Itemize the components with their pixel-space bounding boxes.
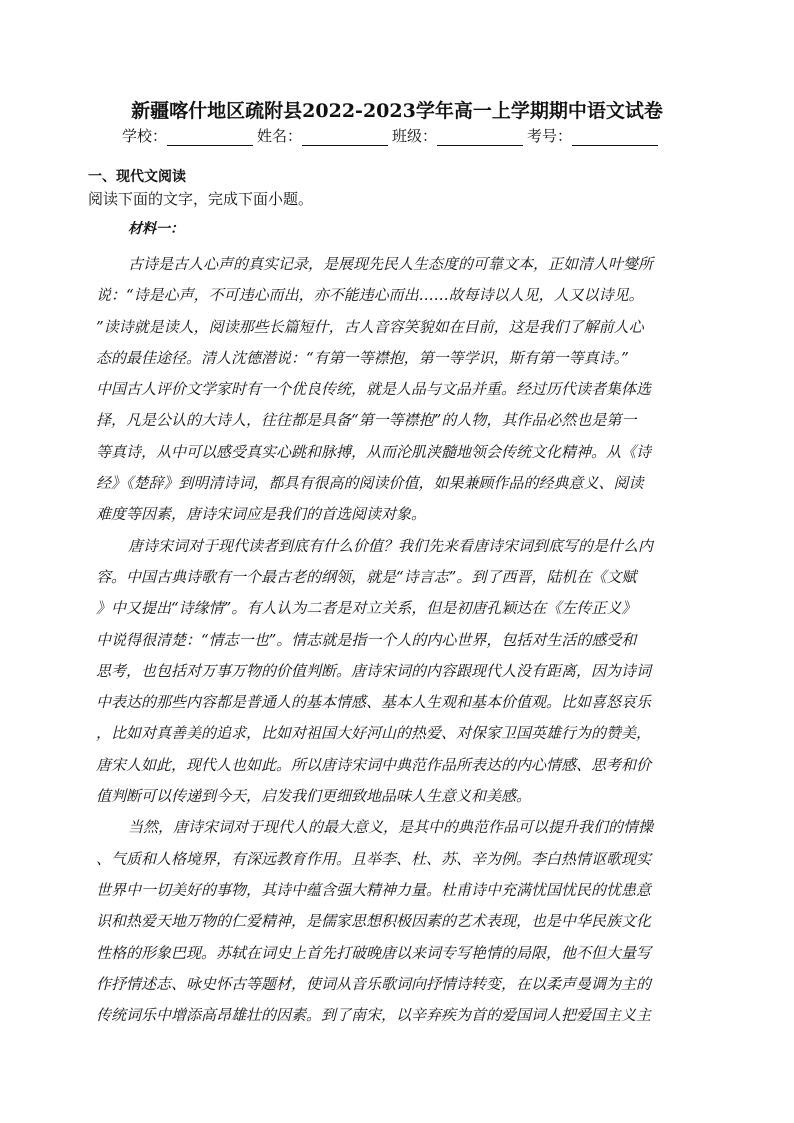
text-line: 》中又提出“诗缘情”。有人认为二者是对立关系，但是初唐孔颖达在《左传正义》 [96, 599, 637, 618]
name-label: 姓名： [257, 127, 303, 145]
text-line: 古诗是古人心声的真实记录，是展现先民人生态度的可靠文本，正如清人叶燮所 [128, 255, 654, 273]
text-line: 、气质和人格境界，有深远教育作用。且举李、杜、苏、辛为例。李白热情讴歌现实 [96, 849, 652, 868]
text-line: 思考，也包括对万事万物的价值判断。唐诗宋词的内容跟现代人没有距离，因为诗词 [96, 661, 652, 680]
text-line: 世界中一切美好的事物，其诗中蕴含强大精神力量。杜甫诗中充满忧国忧民的忧患意 [96, 880, 652, 899]
text-line: 中国古人评价文学家时有一个优良传统，就是人品与文品并重。经过历代读者集体选 [96, 380, 652, 399]
text-line: 容。中国古典诗歌有一个最古老的纲领，就是“诗言志”。到了西晋，陆机在《文赋 [96, 567, 637, 586]
text-line: 传统词乐中增添高昂雄壮的因素。到了南宋，以辛弃疾为首的爱国词人把爱国主义主 [96, 1006, 652, 1025]
text-line: 态的最佳途径。清人沈德潜说：“有第一等襟抱，第一等学识，斯有第一等真诗。” [96, 348, 629, 367]
text-line: 等真诗，从中可以感受真实心跳和脉搏，从而沦肌浃髓地领会传统文化精神。从《诗 [96, 442, 652, 461]
name-blank [302, 128, 388, 146]
class-blank [437, 128, 523, 146]
text-line: ”读诗就是读人，阅读那些长篇短什，古人音容笑貌如在目前，这是我们了解前人心 [96, 317, 644, 336]
section-heading: 一、现代文阅读 [88, 169, 186, 185]
class-field [392, 125, 527, 146]
school-blank [167, 128, 253, 146]
text-line: 难度等因素，唐诗宋词应是我们的首选阅读对象。 [96, 505, 427, 524]
text-line: 经》《楚辞》到明清诗词，都具有很高的阅读价值，如果兼顾作品的经典意义、阅读 [96, 474, 644, 493]
text-line: 性格的形象巴现。苏轼在词史上首先打破晚唐以来词专写艳情的局限，他不但大量写 [96, 943, 652, 962]
exam-number-field [527, 125, 662, 146]
school-field [122, 125, 257, 146]
text-line: 中表达的那些内容都是普通人的基本情感、基本人生观和基本价值观。比如喜怒哀乐 [96, 693, 652, 712]
text-line: 说：“诗是心声，不可违心而出，亦不能违心而出……故每诗以人见，人又以诗见。 [96, 286, 644, 305]
text-line: 作抒情述志、咏史怀古等题材，使词从音乐歌词向抒情诗转变，在以柔声曼调为主的 [96, 974, 652, 993]
exam-title: 新疆喀什地区疏附县2022-2023学年高一上学期期中语文试卷 [131, 100, 663, 122]
text-line: 唐宋人如此，现代人也如此。所以唐诗宋词中典范作品所表达的内心情感、思考和价 [96, 755, 652, 774]
reading-instruction: 阅读下面的文字，完成下面小题。 [88, 190, 314, 208]
class-label: 班级： [392, 127, 438, 145]
text-line: 当然，唐诗宋词对于现代人的最大意义，是其中的典范作品可以提升我们的情操 [128, 818, 654, 837]
text-line: 择，凡是公认的大诗人，往往都是具备“第一等襟抱”的人物，其作品必然也是第一 [96, 411, 637, 430]
text-line: 唐诗宋词对于现代读者到底有什么价值？我们先来看唐诗宋词到底写的是什么内 [128, 536, 654, 555]
exam-number-label: 考号： [527, 127, 573, 145]
name-field [257, 125, 392, 146]
text-line: ，比如对真善美的追求，比如对祖国大好河山的热爱、对保家卫国英雄行为的赞美， [96, 724, 652, 743]
material-label: 材料一： [128, 221, 184, 237]
text-line: 识和热爱天地万物的仁爱精神，是儒家思想积极因素的艺术表现，也是中华民族文化 [96, 912, 652, 931]
text-line: 中说得很清楚：“情志一也”。情志就是指一个人的内心世界，包括对生活的感受和 [96, 630, 637, 649]
material-body [96, 249, 700, 1031]
exam-number-blank [572, 128, 658, 146]
student-info-row [122, 125, 682, 146]
text-line: 值判断可以传递到今天，启发我们更细致地品味人生意义和美感。 [96, 787, 532, 806]
school-label: 学校： [122, 127, 168, 145]
